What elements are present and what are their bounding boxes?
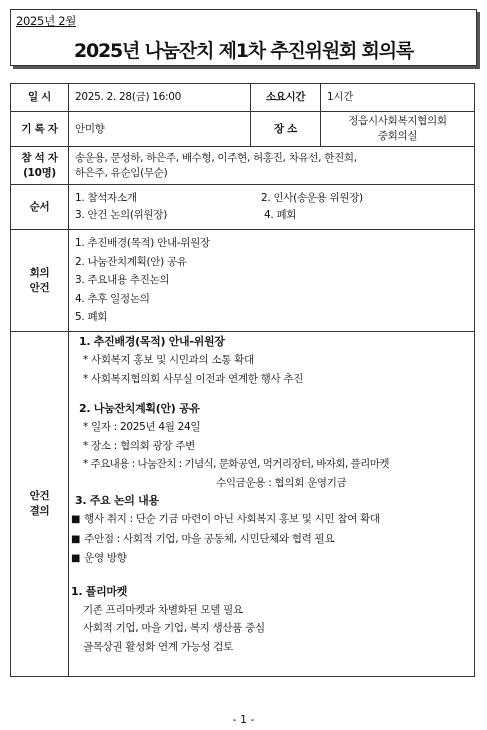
row-attendees: [11, 147, 475, 185]
resolution-content: [69, 332, 475, 677]
attendees-label: [11, 147, 69, 185]
section-4-item-2: 사회적 기업, 마을 기업, 복지 생산품 중심: [83, 622, 265, 634]
section-1-item-1: * 사회복지 홍보 및 시민과의 소통 확대: [83, 354, 254, 366]
resolution-label-line-2: 결의: [29, 505, 50, 517]
place-value: [321, 112, 475, 147]
place-value-line-1: 정읍시사회복지협의회: [348, 115, 447, 127]
section-3-title: 3. 주요 논의 내용: [75, 494, 159, 507]
order-item-3: 3. 안건 논의(위원장): [75, 209, 167, 221]
place-label: 장 소: [251, 112, 321, 147]
row-order: [11, 185, 475, 230]
square-bullet-icon: ■: [71, 514, 81, 525]
minutes-table: [10, 83, 475, 677]
order-label: 순서: [11, 185, 69, 230]
duration-label: 소요시간: [251, 84, 321, 112]
attendees-line-1: 송운용, 문성하, 하은주, 배수형, 이주현, 허홍진, 차유선, 한진희,: [75, 151, 357, 164]
datetime-value: 2025. 2. 28(금) 16:00: [69, 84, 251, 112]
section-4-item-3: 골목상권 활성화 연계 가능성 검토: [83, 640, 233, 653]
agenda-item-2: 2. 나눔잔치계획(안) 공유: [75, 255, 187, 268]
section-3-bullet-2: [71, 530, 468, 550]
page-number: - 1 -: [232, 713, 255, 726]
datetime-label: 일 시: [11, 84, 69, 112]
agenda-label: [11, 230, 69, 332]
section-3-bullet-3-text: 운영 방향: [84, 552, 127, 564]
row-resolution: [11, 332, 475, 677]
duration-value: 1시간: [321, 84, 475, 112]
section-4-title: 1. 플리마켓: [71, 584, 128, 598]
section-4-item-1: 기존 프리마켓과 차별화된 모델 필요: [83, 603, 243, 616]
section-3-bullet-3: [71, 549, 468, 569]
place-value-line-2: 중회의실: [377, 130, 418, 142]
agenda-list: [69, 230, 475, 332]
section-3-bullet-1: [71, 510, 468, 530]
attendees-label-line-1: 참 석 자: [21, 151, 58, 164]
row-datetime: [11, 84, 475, 112]
row-agenda: [11, 230, 475, 332]
section-2-item-4: 수익금운용 : 협의회 운영기금: [216, 476, 347, 489]
section-2-item-1: * 일자 : 2025년 4월 24일: [83, 421, 201, 433]
section-3-bullet-2-text: 주안점 : 사회적 기업, 마을 공동체, 시민단체와 협력 필요: [84, 532, 335, 545]
square-bullet-icon: ■: [71, 553, 81, 564]
attendees-line-2: 하은주, 유순임(무순): [75, 166, 168, 179]
agenda-item-3: 3. 주요내용 추진논의: [75, 274, 170, 287]
attendees-label-line-2: (10명): [23, 166, 56, 179]
section-2-item-3: * 주요내용 : 나눔잔치 : 기념식, 문화공연, 먹거리장터, 바자회, 플리마켓: [83, 458, 389, 470]
recorder-label: 기 록 자: [11, 112, 69, 147]
section-2-title: 2. 나눔잔치계획(안) 공유: [79, 402, 200, 415]
agenda-item-1: 1. 추진배경(목적) 안내-위원장: [75, 237, 210, 250]
section-1-item-2: * 사회복지협의회 사무실 이전과 연계한 행사 추진: [83, 372, 304, 385]
document-date: 2025년 2월: [16, 14, 77, 28]
order-item-2: 2. 인사(송운용 위원장): [261, 192, 363, 204]
row-recorder-place: [11, 112, 475, 147]
section-1-title: 1. 추진배경(목적) 안내-위원장: [79, 335, 225, 348]
section-3-bullet-1-text: 행사 취지 : 단순 기금 마련이 아닌 사회복지 홍보 및 시민 참여 확대: [84, 513, 380, 525]
agenda-label-line-2: 안건: [29, 281, 50, 294]
recorder-value: 안미향: [69, 112, 251, 147]
order-value: [69, 185, 475, 230]
agenda-label-line-1: 회의: [29, 266, 50, 279]
title-box: [10, 9, 477, 66]
agenda-item-5: 5. 폐회: [75, 311, 108, 324]
resolution-label-line-1: 안건: [29, 490, 50, 502]
order-item-1: 1. 참석자소개: [75, 192, 137, 204]
resolution-label: [11, 332, 69, 677]
attendees-value: [69, 147, 475, 185]
section-2-item-2: * 장소 : 협의회 광장 주변: [83, 439, 195, 452]
document-title: 2025년 나눔잔치 제1차 추진위원회 회의록: [73, 40, 414, 62]
square-bullet-icon: ■: [71, 533, 81, 545]
agenda-item-4: 4. 추후 일정논의: [75, 292, 150, 305]
order-item-4: 4. 폐회: [264, 209, 297, 221]
